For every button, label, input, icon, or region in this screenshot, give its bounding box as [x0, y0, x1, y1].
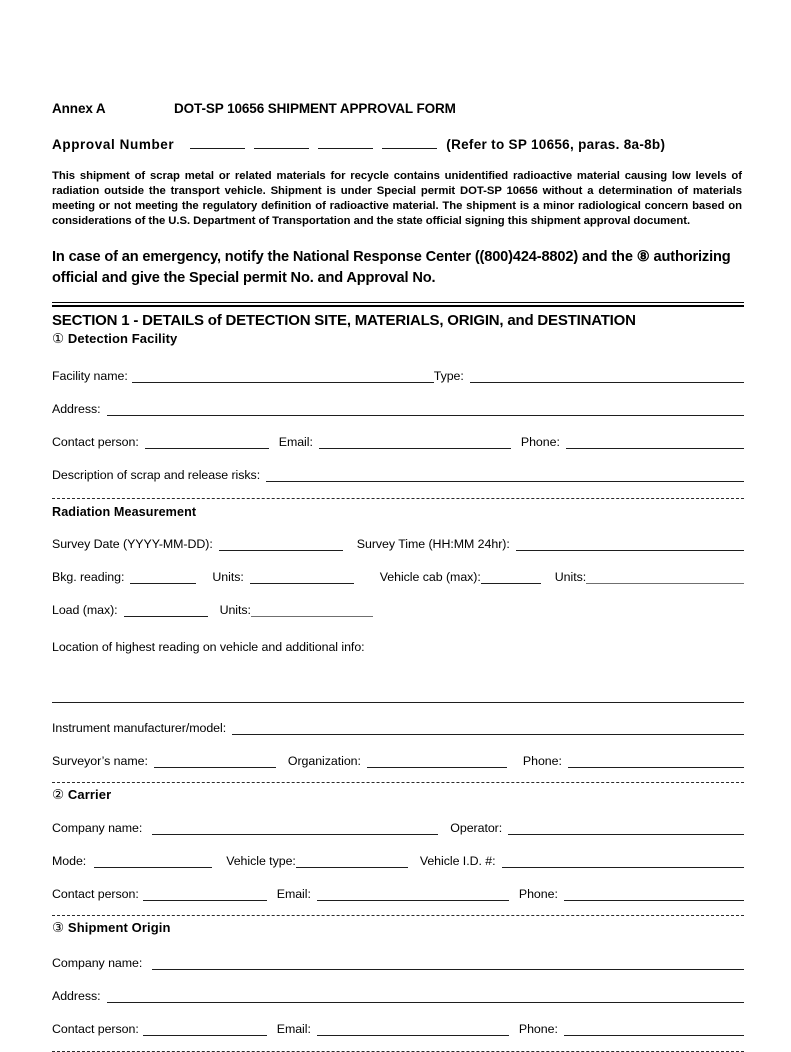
carrier-operator-input[interactable]	[508, 821, 744, 835]
approval-number-label: Approval Number	[52, 137, 175, 152]
document-header	[52, 101, 744, 116]
row-facility-name	[52, 369, 744, 384]
subsection-carrier	[52, 787, 744, 803]
carrier-vehicle-type-input[interactable]	[296, 854, 408, 868]
subsection-carrier-label: Carrier	[67, 787, 112, 803]
vehicle-cab-max-label: Vehicle cab (max):	[379, 570, 481, 585]
location-highest-reading-line	[52, 702, 744, 703]
vehicle-cab-units-input[interactable]	[586, 570, 744, 584]
divider-carrier	[52, 782, 744, 783]
subsection-detection-facility	[52, 331, 744, 347]
facility-name-label: Facility name:	[52, 369, 128, 384]
row-carrier-company	[52, 821, 744, 836]
scrap-description-input[interactable]	[266, 468, 744, 482]
facility-email-input[interactable]	[319, 435, 511, 449]
facility-name-input[interactable]	[132, 369, 434, 383]
radiation-measurement-title: Radiation Measurement	[52, 505, 197, 520]
type-input[interactable]	[470, 369, 744, 383]
bkg-units-label: Units:	[212, 570, 244, 585]
facility-phone-label: Phone:	[520, 435, 560, 450]
row-load-max	[52, 603, 744, 618]
survey-date-label: Survey Date (YYYY-MM-DD):	[52, 537, 213, 552]
facility-address-label: Address:	[52, 402, 101, 417]
facility-contact-input[interactable]	[145, 435, 269, 449]
carrier-vehicle-type-label: Vehicle type:	[226, 854, 296, 869]
bkg-units-input[interactable]	[250, 570, 354, 584]
origin-phone-label: Phone:	[518, 1022, 558, 1037]
carrier-vehicle-id-label: Vehicle I.D. #:	[419, 854, 496, 869]
approval-blank-1[interactable]	[190, 136, 245, 149]
facility-contact-label: Contact person:	[52, 435, 139, 450]
approval-blank-2[interactable]	[254, 136, 309, 149]
origin-email-label: Email:	[276, 1022, 311, 1037]
carrier-phone-input[interactable]	[564, 887, 744, 901]
facility-email-label: Email:	[278, 435, 313, 450]
row-surveyor	[52, 754, 744, 769]
subsection-shipment-origin-label: Shipment Origin	[67, 920, 171, 936]
bkg-reading-input[interactable]	[130, 570, 196, 584]
bkg-reading-label: Bkg. reading:	[52, 570, 125, 585]
approval-number-row	[52, 136, 744, 152]
facility-address-input[interactable]	[107, 402, 745, 416]
section1-top-rule	[52, 302, 744, 307]
row-bkg-reading	[52, 570, 744, 585]
surveyor-name-label: Surveyor’s name:	[52, 754, 148, 769]
carrier-email-input[interactable]	[317, 887, 509, 901]
surveyor-name-input[interactable]	[154, 754, 276, 768]
disclaimer-paragraph: This shipment of scrap metal or related materials for recycle contains unidentified radioactive material causing low levels of radiation outside the transport vehicle. Shipment is under Special permit DOT-SP 10656 without a determination of materials meeting or not meeting the regulatory definition of radioactive material. The shipment is a minor radiological concern based on considerations of the U.S. Department of Transportation and the state official signing this shipment approval document.	[52, 170, 742, 228]
carrier-contact-input[interactable]	[143, 887, 267, 901]
surveyor-phone-label: Phone:	[522, 754, 562, 769]
approval-reference-note: (Refer to SP 10656, paras. 8a-8b)	[446, 137, 666, 152]
row-scrap-description	[52, 468, 744, 483]
vehicle-cab-units-label: Units:	[554, 570, 587, 585]
location-highest-reading-textarea[interactable]	[52, 654, 744, 702]
row-origin-contact	[52, 1022, 744, 1037]
load-units-input[interactable]	[251, 603, 373, 617]
carrier-vehicle-id-input[interactable]	[502, 854, 744, 868]
section1-title: SECTION 1 - DETAILS of DETECTION SITE, MATERIALS, ORIGIN, and DESTINATION	[52, 312, 636, 330]
facility-phone-input[interactable]	[566, 435, 744, 449]
type-label: Type:	[433, 369, 464, 384]
subsection-shipment-origin	[52, 920, 744, 936]
origin-company-label: Company name:	[52, 956, 143, 971]
origin-contact-input[interactable]	[143, 1022, 267, 1036]
origin-company-input[interactable]	[152, 956, 744, 970]
survey-time-input[interactable]	[516, 537, 744, 551]
subsection-detection-facility-label: Detection Facility	[67, 331, 178, 347]
page-content	[52, 0, 744, 1052]
carrier-mode-input[interactable]	[94, 854, 212, 868]
approval-blank-3[interactable]	[318, 136, 373, 149]
location-highest-reading-label: Location of highest reading on vehicle and additional info:	[52, 640, 365, 655]
origin-address-input[interactable]	[107, 989, 745, 1003]
surveyor-organization-input[interactable]	[367, 754, 507, 768]
origin-contact-label: Contact person:	[52, 1022, 139, 1037]
row-carrier-contact	[52, 887, 744, 902]
row-origin-company	[52, 956, 744, 971]
circled-number-2-icon: ②	[52, 787, 65, 803]
form-title: DOT-SP 10656 SHIPMENT APPROVAL FORM	[174, 101, 456, 116]
vehicle-cab-max-input[interactable]	[481, 570, 541, 584]
row-origin-address	[52, 989, 744, 1004]
carrier-company-label: Company name:	[52, 821, 143, 836]
surveyor-organization-label: Organization:	[287, 754, 361, 769]
carrier-contact-label: Contact person:	[52, 887, 139, 902]
load-max-input[interactable]	[124, 603, 208, 617]
carrier-company-input[interactable]	[152, 821, 438, 835]
row-carrier-vehicle	[52, 854, 744, 869]
carrier-operator-label: Operator:	[450, 821, 503, 836]
survey-date-input[interactable]	[219, 537, 343, 551]
row-facility-contact	[52, 435, 744, 450]
carrier-phone-label: Phone:	[518, 887, 558, 902]
origin-phone-input[interactable]	[564, 1022, 744, 1036]
instrument-label: Instrument manufacturer/model:	[52, 721, 227, 736]
row-instrument	[52, 721, 744, 736]
divider-radiation-measurement	[52, 498, 744, 499]
carrier-email-label: Email:	[276, 887, 311, 902]
surveyor-phone-input[interactable]	[568, 754, 744, 768]
emergency-notice: In case of an emergency, notify the National Response Center ((800)424-8802) and the ⑧ authorizing official and give the Special permit No. and Approval No.	[52, 249, 731, 287]
annex-label: Annex A	[52, 101, 106, 116]
load-units-label: Units:	[219, 603, 251, 618]
approval-blank-4[interactable]	[382, 136, 437, 149]
scrap-description-label: Description of scrap and release risks:	[52, 468, 261, 483]
origin-email-input[interactable]	[317, 1022, 509, 1036]
origin-address-label: Address:	[52, 989, 101, 1004]
row-survey-datetime	[52, 537, 744, 552]
row-facility-address	[52, 402, 744, 417]
circled-number-3-icon: ③	[52, 920, 65, 936]
survey-time-label: Survey Time (HH:MM 24hr):	[356, 537, 510, 552]
carrier-mode-label: Mode:	[52, 854, 87, 869]
approval-number-blanks	[190, 136, 437, 149]
instrument-input[interactable]	[232, 721, 744, 735]
circled-number-1-icon: ①	[52, 331, 65, 347]
divider-shipment-origin	[52, 915, 744, 916]
load-max-label: Load (max):	[52, 603, 118, 618]
